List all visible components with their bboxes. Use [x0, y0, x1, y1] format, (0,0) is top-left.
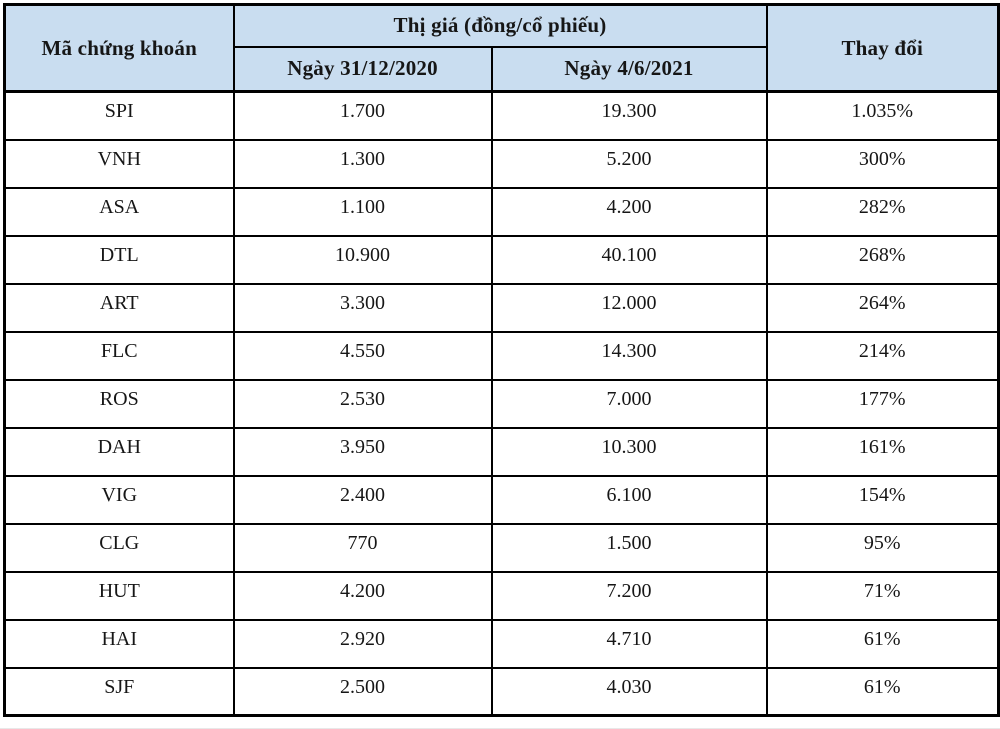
- cell-price-20201231: 2.920: [234, 620, 492, 668]
- header-date-1: Ngày 31/12/2020: [234, 47, 492, 92]
- cell-price-20210604: 10.300: [492, 428, 767, 476]
- cell-price-20210604: 12.000: [492, 284, 767, 332]
- stock-price-table: [3, 3, 1000, 717]
- header-price-group: Thị giá (đồng/cổ phiếu): [234, 5, 767, 47]
- cell-change: 300%: [767, 140, 999, 188]
- cell-change: 161%: [767, 428, 999, 476]
- cell-code: HAI: [5, 620, 234, 668]
- cell-price-20201231: 1.300: [234, 140, 492, 188]
- cell-change: 1.035%: [767, 92, 999, 140]
- cell-code: VIG: [5, 476, 234, 524]
- cell-change: 214%: [767, 332, 999, 380]
- cell-price-20210604: 40.100: [492, 236, 767, 284]
- cell-price-20201231: 1.700: [234, 92, 492, 140]
- cell-price-20210604: 19.300: [492, 92, 767, 140]
- table-body: [5, 92, 999, 716]
- cell-change: 95%: [767, 524, 999, 572]
- header-date-2: Ngày 4/6/2021: [492, 47, 767, 92]
- header-code: Mã chứng khoán: [5, 5, 234, 92]
- cell-code: DAH: [5, 428, 234, 476]
- table-row: [5, 284, 999, 332]
- cell-code: ART: [5, 284, 234, 332]
- cell-price-20210604: 4.200: [492, 188, 767, 236]
- cell-change: 154%: [767, 476, 999, 524]
- cell-change: 61%: [767, 668, 999, 716]
- cell-price-20201231: 3.300: [234, 284, 492, 332]
- cell-code: FLC: [5, 332, 234, 380]
- cell-price-20210604: 6.100: [492, 476, 767, 524]
- cell-price-20210604: 4.030: [492, 668, 767, 716]
- cell-price-20210604: 7.000: [492, 380, 767, 428]
- table-row: [5, 92, 999, 140]
- cell-code: SJF: [5, 668, 234, 716]
- table-row: [5, 188, 999, 236]
- table-header: [5, 5, 999, 92]
- cell-price-20210604: 14.300: [492, 332, 767, 380]
- cell-price-20201231: 4.200: [234, 572, 492, 620]
- cell-price-20201231: 2.400: [234, 476, 492, 524]
- cell-price-20201231: 4.550: [234, 332, 492, 380]
- cell-price-20201231: 2.500: [234, 668, 492, 716]
- table-row: [5, 332, 999, 380]
- cell-code: CLG: [5, 524, 234, 572]
- table-row: [5, 236, 999, 284]
- cell-price-20210604: 1.500: [492, 524, 767, 572]
- cell-price-20201231: 3.950: [234, 428, 492, 476]
- cell-price-20201231: 10.900: [234, 236, 492, 284]
- cell-change: 282%: [767, 188, 999, 236]
- header-row-group: [5, 5, 999, 47]
- cell-change: 177%: [767, 380, 999, 428]
- header-change: Thay đổi: [767, 5, 999, 92]
- cell-price-20201231: 2.530: [234, 380, 492, 428]
- cell-price-20210604: 7.200: [492, 572, 767, 620]
- cell-code: ROS: [5, 380, 234, 428]
- cell-price-20201231: 1.100: [234, 188, 492, 236]
- table-row: [5, 476, 999, 524]
- cell-change: 264%: [767, 284, 999, 332]
- cell-change: 71%: [767, 572, 999, 620]
- cell-code: VNH: [5, 140, 234, 188]
- table-row: [5, 668, 999, 716]
- table-row: [5, 380, 999, 428]
- cell-code: SPI: [5, 92, 234, 140]
- cell-code: HUT: [5, 572, 234, 620]
- table-row: [5, 572, 999, 620]
- table-row: [5, 524, 999, 572]
- cell-code: DTL: [5, 236, 234, 284]
- table-row: [5, 140, 999, 188]
- cell-price-20201231: 770: [234, 524, 492, 572]
- cell-change: 61%: [767, 620, 999, 668]
- cell-price-20210604: 5.200: [492, 140, 767, 188]
- table-row: [5, 428, 999, 476]
- table-row: [5, 620, 999, 668]
- cell-code: ASA: [5, 188, 234, 236]
- cell-price-20210604: 4.710: [492, 620, 767, 668]
- cell-change: 268%: [767, 236, 999, 284]
